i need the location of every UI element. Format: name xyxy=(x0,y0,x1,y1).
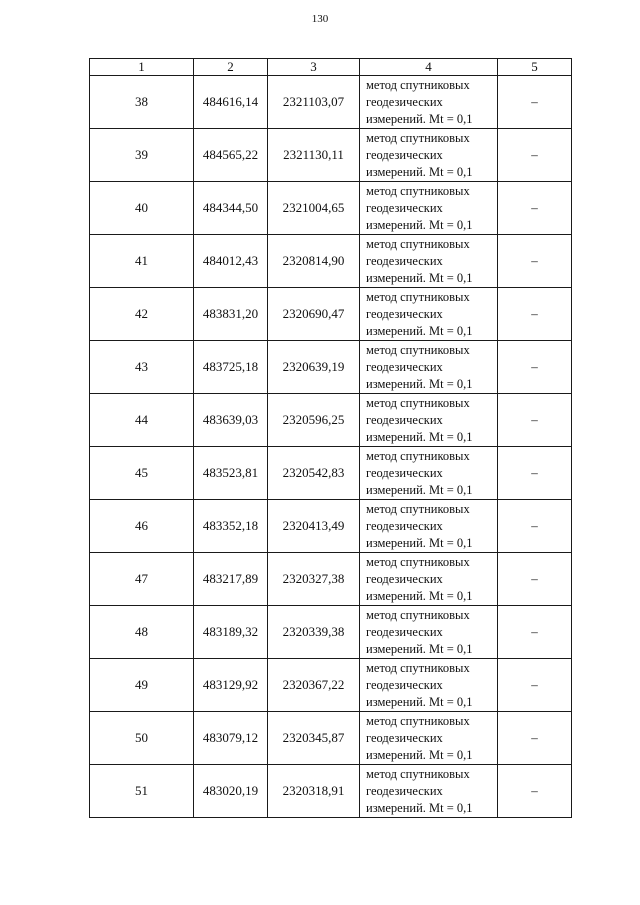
method-line: измерений. Mt = 0,1 xyxy=(366,694,473,709)
table-row xyxy=(90,553,572,606)
method-cell xyxy=(360,553,498,606)
note-cell: – xyxy=(498,341,572,394)
note-cell: – xyxy=(498,288,572,341)
point-number-cell: 39 xyxy=(90,129,194,182)
method-line: геодезических xyxy=(366,306,443,321)
method-line: метод спутниковых xyxy=(366,289,470,304)
table-body xyxy=(90,76,572,818)
point-number-cell: 43 xyxy=(90,341,194,394)
point-number-cell: 40 xyxy=(90,182,194,235)
y-coordinate-cell: 2320542,83 xyxy=(268,447,360,500)
table-row xyxy=(90,606,572,659)
x-coordinate-cell: 484616,14 xyxy=(194,76,268,129)
method-line: метод спутниковых xyxy=(366,660,470,675)
y-coordinate-cell: 2320318,91 xyxy=(268,765,360,818)
point-number-cell: 46 xyxy=(90,500,194,553)
table-row xyxy=(90,288,572,341)
method-line: метод спутниковых xyxy=(366,448,470,463)
method-line: метод спутниковых xyxy=(366,607,470,622)
method-line: геодезических xyxy=(366,94,443,109)
y-coordinate-cell: 2320339,38 xyxy=(268,606,360,659)
method-cell xyxy=(360,712,498,765)
note-cell: – xyxy=(498,500,572,553)
table-row xyxy=(90,765,572,818)
table-row xyxy=(90,235,572,288)
x-coordinate-cell: 483639,03 xyxy=(194,394,268,447)
x-coordinate-cell: 483189,32 xyxy=(194,606,268,659)
x-coordinate-cell: 483020,19 xyxy=(194,765,268,818)
method-line: геодезических xyxy=(366,147,443,162)
method-line: метод спутниковых xyxy=(366,713,470,728)
point-number-cell: 41 xyxy=(90,235,194,288)
note-cell: – xyxy=(498,606,572,659)
note-cell: – xyxy=(498,659,572,712)
method-line: измерений. Mt = 0,1 xyxy=(366,164,473,179)
y-coordinate-cell: 2321004,65 xyxy=(268,182,360,235)
table-row xyxy=(90,182,572,235)
method-cell xyxy=(360,659,498,712)
method-cell xyxy=(360,76,498,129)
table-row xyxy=(90,341,572,394)
point-number-cell: 44 xyxy=(90,394,194,447)
y-coordinate-cell: 2320596,25 xyxy=(268,394,360,447)
method-line: метод спутниковых xyxy=(366,554,470,569)
table-row xyxy=(90,129,572,182)
method-line: метод спутниковых xyxy=(366,130,470,145)
page-number: 130 xyxy=(311,13,329,25)
table-header-row xyxy=(90,59,572,76)
method-line: геодезических xyxy=(366,359,443,374)
method-line: метод спутниковых xyxy=(366,766,470,781)
note-cell: – xyxy=(498,235,572,288)
column-header: 2 xyxy=(194,59,268,76)
method-line: геодезических xyxy=(366,677,443,692)
point-number-cell: 38 xyxy=(90,76,194,129)
method-line: измерений. Mt = 0,1 xyxy=(366,482,473,497)
method-line: измерений. Mt = 0,1 xyxy=(366,217,473,232)
method-line: геодезических xyxy=(366,412,443,427)
method-cell xyxy=(360,394,498,447)
note-cell: – xyxy=(498,76,572,129)
method-line: метод спутниковых xyxy=(366,183,470,198)
point-number-cell: 45 xyxy=(90,447,194,500)
method-cell xyxy=(360,129,498,182)
method-cell xyxy=(360,341,498,394)
method-cell xyxy=(360,182,498,235)
method-line: геодезических xyxy=(366,571,443,586)
method-line: геодезических xyxy=(366,624,443,639)
note-cell: – xyxy=(498,182,572,235)
x-coordinate-cell: 483129,92 xyxy=(194,659,268,712)
column-header: 3 xyxy=(268,59,360,76)
table-row xyxy=(90,659,572,712)
column-header: 4 xyxy=(360,59,498,76)
method-line: геодезических xyxy=(366,465,443,480)
point-number-cell: 49 xyxy=(90,659,194,712)
x-coordinate-cell: 484565,22 xyxy=(194,129,268,182)
method-line: метод спутниковых xyxy=(366,236,470,251)
method-line: геодезических xyxy=(366,200,443,215)
method-line: измерений. Mt = 0,1 xyxy=(366,535,473,550)
table-row xyxy=(90,76,572,129)
point-number-cell: 50 xyxy=(90,712,194,765)
x-coordinate-cell: 483217,89 xyxy=(194,553,268,606)
y-coordinate-cell: 2320345,87 xyxy=(268,712,360,765)
column-header: 1 xyxy=(90,59,194,76)
method-line: измерений. Mt = 0,1 xyxy=(366,270,473,285)
y-coordinate-cell: 2320690,47 xyxy=(268,288,360,341)
y-coordinate-cell: 2320814,90 xyxy=(268,235,360,288)
x-coordinate-cell: 483352,18 xyxy=(194,500,268,553)
table-row xyxy=(90,500,572,553)
note-cell: – xyxy=(498,712,572,765)
point-number-cell: 51 xyxy=(90,765,194,818)
method-cell xyxy=(360,765,498,818)
method-line: измерений. Mt = 0,1 xyxy=(366,641,473,656)
method-cell xyxy=(360,235,498,288)
method-line: метод спутниковых xyxy=(366,342,470,357)
method-cell xyxy=(360,606,498,659)
method-line: измерений. Mt = 0,1 xyxy=(366,111,473,126)
method-line: измерений. Mt = 0,1 xyxy=(366,588,473,603)
y-coordinate-cell: 2320367,22 xyxy=(268,659,360,712)
y-coordinate-cell: 2320639,19 xyxy=(268,341,360,394)
table-row xyxy=(90,447,572,500)
note-cell: – xyxy=(498,765,572,818)
method-cell xyxy=(360,288,498,341)
y-coordinate-cell: 2320327,38 xyxy=(268,553,360,606)
method-line: измерений. Mt = 0,1 xyxy=(366,747,473,762)
method-line: измерений. Mt = 0,1 xyxy=(366,800,473,815)
point-number-cell: 48 xyxy=(90,606,194,659)
point-number-cell: 42 xyxy=(90,288,194,341)
y-coordinate-cell: 2321103,07 xyxy=(268,76,360,129)
y-coordinate-cell: 2321130,11 xyxy=(268,129,360,182)
method-line: измерений. Mt = 0,1 xyxy=(366,376,473,391)
x-coordinate-cell: 484012,43 xyxy=(194,235,268,288)
x-coordinate-cell: 484344,50 xyxy=(194,182,268,235)
x-coordinate-cell: 483725,18 xyxy=(194,341,268,394)
note-cell: – xyxy=(498,447,572,500)
method-line: геодезических xyxy=(366,518,443,533)
y-coordinate-cell: 2320413,49 xyxy=(268,500,360,553)
note-cell: – xyxy=(498,394,572,447)
method-line: измерений. Mt = 0,1 xyxy=(366,323,473,338)
method-line: метод спутниковых xyxy=(366,77,470,92)
method-line: геодезических xyxy=(366,783,443,798)
point-number-cell: 47 xyxy=(90,553,194,606)
coordinates-table xyxy=(89,58,572,818)
column-header: 5 xyxy=(498,59,572,76)
x-coordinate-cell: 483523,81 xyxy=(194,447,268,500)
method-line: метод спутниковых xyxy=(366,501,470,516)
table-row xyxy=(90,394,572,447)
table-row xyxy=(90,712,572,765)
x-coordinate-cell: 483831,20 xyxy=(194,288,268,341)
method-line: измерений. Mt = 0,1 xyxy=(366,429,473,444)
note-cell: – xyxy=(498,129,572,182)
method-line: геодезических xyxy=(366,253,443,268)
x-coordinate-cell: 483079,12 xyxy=(194,712,268,765)
note-cell: – xyxy=(498,553,572,606)
method-cell xyxy=(360,447,498,500)
method-cell xyxy=(360,500,498,553)
method-line: метод спутниковых xyxy=(366,395,470,410)
method-line: геодезических xyxy=(366,730,443,745)
